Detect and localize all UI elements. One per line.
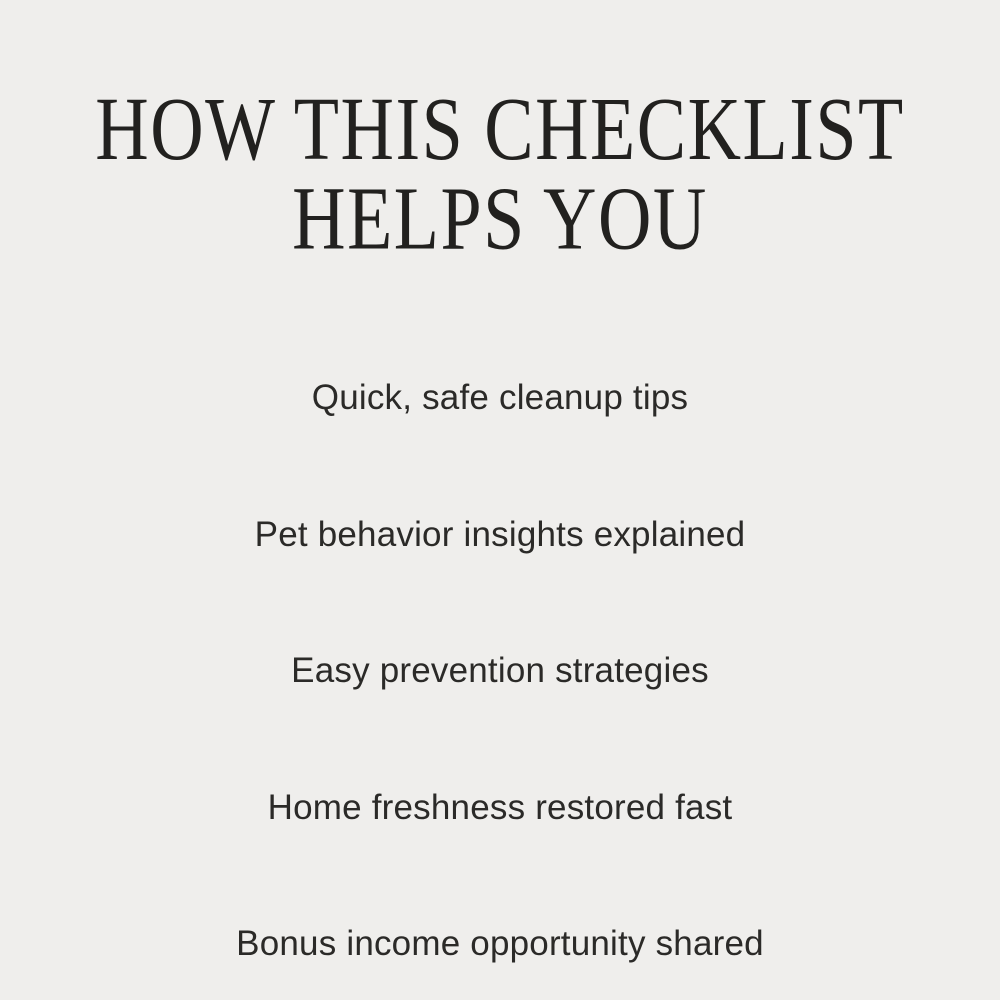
list-item: Bonus income opportunity shared bbox=[236, 924, 764, 964]
page-title bbox=[50, 79, 950, 269]
list-item: Quick, safe cleanup tips bbox=[311, 378, 689, 418]
list-item: Pet behavior insights explained bbox=[254, 514, 746, 554]
page-title-line-2: HELPS YOU bbox=[292, 168, 708, 269]
list-item: Home freshness restored fast bbox=[267, 787, 733, 827]
benefits-list bbox=[0, 379, 1000, 964]
page-title-line-1: HOW THIS CHECKLIST bbox=[95, 79, 905, 180]
list-item: Easy prevention strategies bbox=[291, 651, 709, 691]
